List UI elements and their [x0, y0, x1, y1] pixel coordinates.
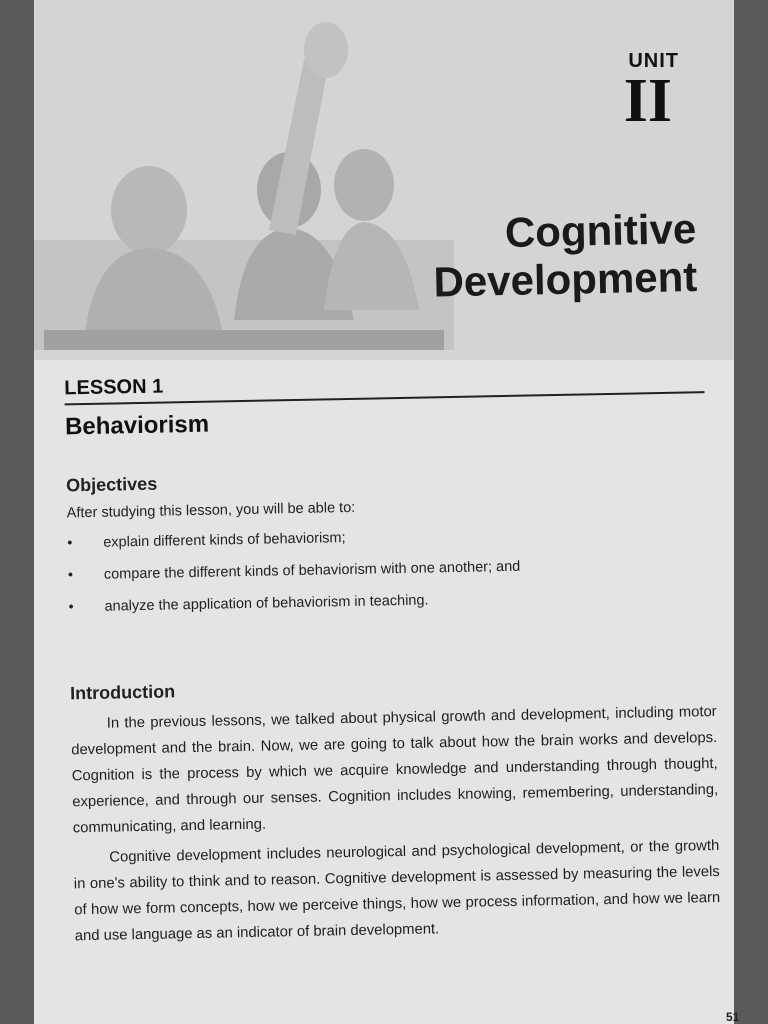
lesson-header: [64, 365, 704, 403]
lesson-content: [34, 359, 734, 945]
chapter-title: [432, 205, 698, 307]
objectives-intro: After studying this lesson, you will be able to:: [66, 499, 356, 522]
chapter-title-line: Development: [433, 253, 698, 306]
lesson-title: Behaviorism: [64, 410, 210, 441]
book-page: [34, 0, 740, 1024]
objectives-heading: Objectives: [65, 473, 158, 496]
introduction-paragraph: Cognitive development includes neurological and psychological development, or the growth in one's ability to think and to reason. Cognitive development is assessed by measuring the levels of how we form concepts, how we perceive things, how we process information, and how we learn and use language as an indicator of brain development.: [73, 837, 721, 945]
unit-label: UNIT: [628, 50, 679, 72]
classroom-photo: [34, 0, 734, 360]
objective-text: analyze the application of behaviorism in teaching.: [104, 592, 429, 615]
lesson-label: LESSON 1: [64, 375, 164, 400]
unit-number: II: [623, 67, 672, 135]
objective-text: compare the different kinds of behaviorism with one another; and: [103, 558, 521, 583]
bullet-dot-icon: •: [67, 535, 73, 552]
page-number: 51: [726, 1010, 740, 1024]
objective-text: explain different kinds of behaviorism;: [103, 530, 346, 551]
objectives-list: [67, 523, 689, 631]
bullet-dot-icon: •: [68, 599, 74, 616]
introduction-paragraph: In the previous lessons, we talked about physical growth and development, including motor development and the brain. Now, we are going to talk about how the brain works and develops. Cognition is the process by which we acquire knowledge and understanding through thought, experience, and through our senses. Cognition includes knowing, remembering, understanding, communicating, and learning.: [71, 703, 719, 837]
introduction-heading: Introduction: [69, 681, 176, 704]
chapter-title-line: Cognitive: [504, 205, 697, 256]
bullet-dot-icon: •: [67, 567, 74, 584]
